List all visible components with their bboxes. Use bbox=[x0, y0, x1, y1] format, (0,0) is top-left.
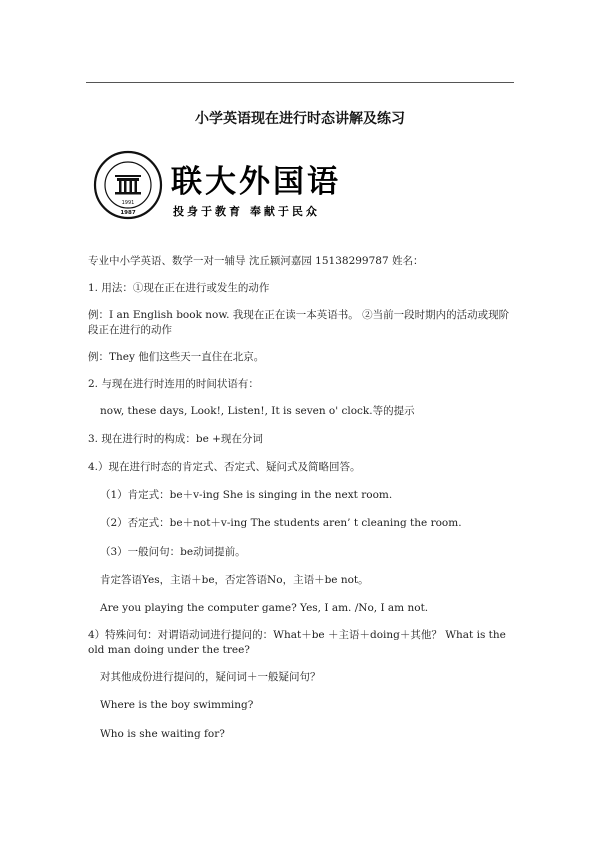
negative-form: （2）否定式：be＋not＋v-ing The students aren’ t cleaning the room. bbox=[100, 517, 462, 529]
other-question-rule: 对其他成份进行提问的，疑问词＋一般疑问句？ bbox=[100, 671, 321, 683]
short-answers: 肯定答语Yes，主语＋be，否定答语No，主语＋be not。 bbox=[100, 574, 369, 586]
school-seal-icon bbox=[93, 150, 163, 220]
brand-slogan: 投身于教育 奉献于民众 bbox=[173, 205, 320, 218]
header-rule bbox=[86, 82, 514, 83]
forms-heading: 4.）现在进行时态的肯定式、否定式、疑问式及简略回答。 bbox=[88, 461, 361, 473]
example-where: Where is the boy swimming? bbox=[100, 699, 254, 711]
time-adverbials: now, these days, Look!, Listen!, It is seven o' clock.等的提示 bbox=[100, 405, 415, 417]
school-logo bbox=[93, 150, 363, 230]
structure-heading: 3. 现在进行时的构成：be +现在分词 bbox=[88, 433, 263, 445]
tutor-info: 专业中小学英语、数学一对一辅导 沈丘颍河嘉园 15138299787 姓名： bbox=[88, 255, 424, 267]
seal-year: 1987 bbox=[120, 210, 136, 216]
question-form: （3）一般问句：be动词提前。 bbox=[100, 546, 246, 558]
usage-example-2: 例：They 他们这些天一直住在北京。 bbox=[88, 351, 265, 363]
time-adverbials-heading: 2. 与现在进行时连用的时间状语有： bbox=[88, 378, 259, 390]
special-question: 4）特殊问句：对谓语动词进行提问的：What＋be ＋主语＋doing＋其他？ What is the old man doing under the tree? bbox=[88, 629, 506, 656]
affirmative-form: （1）肯定式：be＋v-ing She is singing in the next room. bbox=[100, 489, 393, 501]
example-who: Who is she waiting for? bbox=[100, 728, 225, 740]
seal-small-year: 1991 bbox=[121, 200, 135, 206]
question-example: Are you playing the computer game? Yes, I am. /No, I am not. bbox=[100, 602, 429, 614]
page-title: 小学英语现在进行时态讲解及练习 bbox=[195, 111, 405, 127]
usage-heading: 1. 用法：①现在正在进行或发生的动作 bbox=[88, 282, 270, 294]
usage-example: 例：I an English book now. 我现在正在读一本英语书。 ②当前一段时期内的活动或现阶段正在进行的动作 bbox=[88, 309, 510, 336]
brand-name: 联大外国语 bbox=[171, 164, 341, 200]
